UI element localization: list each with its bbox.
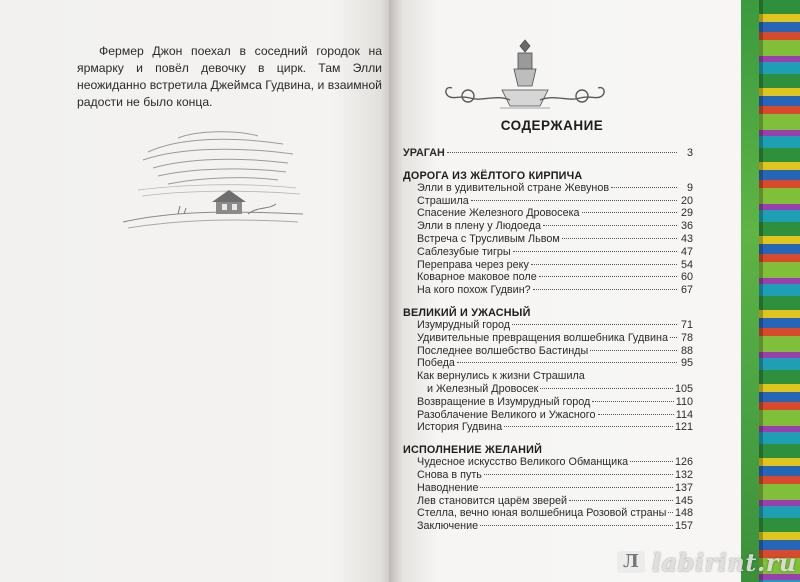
entry-title: Как вернулись к жизни Страшила — [417, 370, 585, 383]
watermark-text: labirint.ru — [652, 548, 797, 577]
edge-shadow — [759, 0, 763, 582]
leader-dots — [562, 238, 677, 239]
entry-page: 29 — [680, 207, 693, 220]
entry-title: Возвращение в Изумрудный город — [417, 395, 591, 408]
toc-entry — [403, 421, 693, 434]
entry-page: 88 — [680, 344, 693, 357]
entry-title: На кого похож Гудвин? — [417, 284, 531, 297]
leader-dots — [592, 401, 673, 402]
entry-title: Элли в удивительной стране Жевунов — [417, 181, 610, 194]
toc-entry — [403, 469, 693, 482]
entry-page: 60 — [680, 271, 693, 284]
entry-page: 145 — [674, 494, 693, 507]
entry-page: 148 — [674, 507, 693, 520]
toc-entry — [403, 345, 693, 358]
leader-dots — [513, 251, 677, 252]
entry-title: Последнее волшебство Бастинды — [417, 344, 589, 357]
entry-page: 137 — [674, 481, 693, 494]
entry-page: 132 — [674, 468, 693, 481]
entry-title: Страшила — [417, 194, 469, 207]
entry-page: 157 — [674, 520, 693, 533]
story-text — [77, 43, 382, 111]
leader-dots — [590, 350, 677, 351]
section-heading: ИСПОЛНЕНИЕ ЖЕЛАНИЙ — [403, 444, 543, 457]
entry-title: Переправа через реку — [417, 258, 529, 271]
entry-title: Элли в плену у Людоеда — [417, 220, 542, 233]
toc-entry — [403, 409, 693, 422]
toc-entry — [403, 370, 693, 383]
entry-title: Коварное маковое поле — [417, 271, 537, 284]
toc-intro-row — [403, 147, 693, 160]
toc-entry — [403, 182, 693, 195]
leader-dots — [531, 264, 677, 265]
entry-page: 121 — [674, 421, 693, 434]
entry-page: 43 — [680, 232, 693, 245]
entry-title: Победа — [417, 357, 455, 370]
entry-page: 71 — [680, 318, 693, 331]
toc-entry — [403, 207, 693, 220]
leader-dots — [569, 500, 673, 501]
leader-dots — [447, 152, 677, 153]
leader-dots — [457, 362, 677, 363]
leader-dots — [670, 337, 677, 338]
toc-entry — [403, 520, 693, 533]
toc-entry — [403, 332, 693, 345]
leader-dots — [540, 388, 673, 389]
leader-dots — [630, 461, 673, 462]
entry-page: 47 — [680, 245, 693, 258]
leader-dots — [471, 200, 677, 201]
toc-entry — [403, 456, 693, 469]
entry-title: Саблезубые тигры — [417, 245, 511, 258]
entry-page: 114 — [675, 408, 693, 421]
leader-dots — [484, 474, 673, 475]
entry-title: Снова в путь — [417, 468, 482, 481]
entry-title: Встреча с Трусливым Львом — [417, 232, 560, 245]
entry-page: 9 — [686, 181, 693, 194]
leader-dots — [543, 225, 677, 226]
entry-page: 67 — [680, 284, 693, 297]
leader-dots — [539, 276, 677, 277]
entry-title: Изумрудный город — [417, 318, 511, 331]
ornament-emerald-city-icon — [440, 38, 610, 113]
entry-title: Лев становится царём зверей — [417, 494, 568, 507]
toc-entry — [403, 284, 693, 297]
leader-dots — [582, 212, 677, 213]
toc-section-1 — [403, 170, 693, 297]
leader-dots — [512, 324, 677, 325]
toc-entry — [403, 507, 693, 520]
toc-intro-page: 3 — [686, 147, 693, 159]
toc-entry — [403, 495, 693, 508]
toc-entry — [403, 357, 693, 370]
leader-dots — [480, 487, 673, 488]
toc-title: СОДЕРЖАНИЕ — [500, 118, 604, 133]
toc-entry — [403, 246, 693, 259]
entry-title: История Гудвина — [417, 421, 503, 434]
leader-dots — [668, 512, 673, 513]
entry-page: 36 — [680, 220, 693, 233]
toc-entry — [403, 482, 693, 495]
entry-title: Удивительные превращения волшебника Гудвина — [417, 331, 669, 344]
watermark-logo-icon: Л — [617, 551, 645, 573]
toc-section-3 — [403, 444, 693, 533]
entry-title: Стелла, вечно юная волшебница Розовой страны — [417, 507, 667, 520]
toc-intro-title: УРАГАН — [403, 147, 445, 159]
toc-entry — [403, 383, 693, 396]
toc-entry — [403, 396, 693, 409]
leader-dots — [504, 426, 673, 427]
toc-entry — [403, 220, 693, 233]
toc-entry — [403, 319, 693, 332]
leader-dots — [533, 289, 677, 290]
entry-title: и Железный Дровосек — [427, 382, 539, 395]
story-paragraph: Фермер Джон поехал в соседний городок на ярмарку и повёл девочку в цирк. Там Элли неожиданно встретила Джеймса Гудвина, и взаимной радости не было конца. — [77, 44, 382, 109]
entry-title: Спасение Железного Дровосека — [417, 207, 580, 220]
entry-title: Заключение — [417, 520, 479, 533]
entry-page: 78 — [680, 331, 693, 344]
green-page-edge — [741, 0, 759, 582]
section-heading: ДОРОГА ИЗ ЖЁЛТОГО КИРПИЧА — [403, 169, 583, 182]
entry-title: Наводнение — [417, 481, 479, 494]
toc-entry — [403, 259, 693, 272]
leader-dots — [480, 525, 673, 526]
entry-title: Чудесное искусство Великого Обманщика — [417, 456, 629, 469]
toc-section-2 — [403, 307, 693, 434]
entry-page: 95 — [680, 357, 693, 370]
entry-page: 54 — [680, 258, 693, 271]
section-heading: ВЕЛИКИЙ И УЖАСНЫЙ — [403, 306, 531, 319]
leader-dots — [611, 187, 677, 188]
entry-title: Разоблачение Великого и Ужасного — [417, 408, 596, 421]
toc-entry — [403, 271, 693, 284]
entry-page: 126 — [674, 456, 693, 469]
entry-page: 110 — [675, 395, 693, 408]
toc-entry — [403, 233, 693, 246]
landscape-illustration — [118, 130, 308, 245]
table-of-contents — [403, 118, 693, 533]
toc-entry — [403, 195, 693, 208]
leader-dots — [598, 414, 674, 415]
entry-page: 20 — [680, 194, 693, 207]
entry-page: 105 — [674, 382, 693, 395]
